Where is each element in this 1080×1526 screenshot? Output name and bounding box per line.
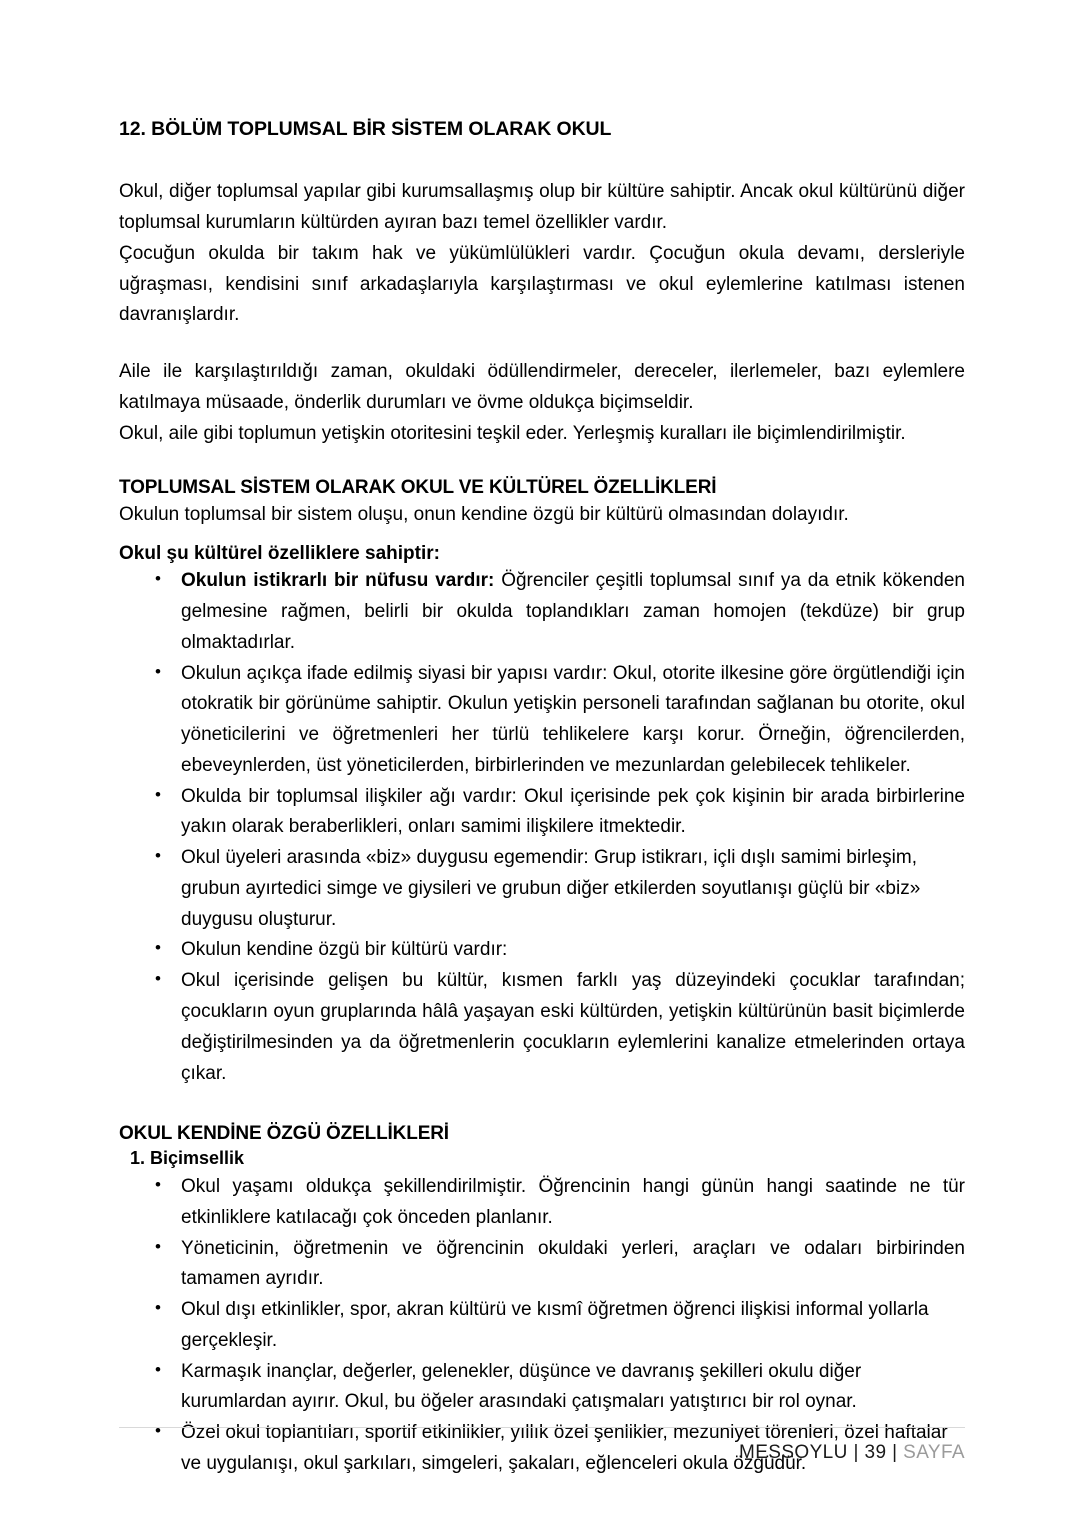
- list-item: [119, 935, 965, 966]
- list-item-text: Öğrenciler çeşitli toplumsal sınıf ya da etnik kökenden gelmesine rağmen, belirli bir okulda toplandıkları zaman homojen (tekdüze) bir grup olmaktadırlar.: [181, 570, 965, 653]
- list-item-text: Yöneticinin, öğretmenin ve öğrencinin okuldaki yerleri, araçları ve odaları birbirinden tamamen ayrıdır.: [181, 1237, 965, 1290]
- spacer: [119, 531, 965, 542]
- intro-paragraph-2: Çocuğun okulda bir takım hak ve yükümlülükleri vardır. Çocuğun okula devamı, dersleriyle uğraşması, kendisini sınıf arkadaşlarıyla karşılaştırması ve okul eylemlerine katılması istenen davranışlardır.: [119, 242, 965, 326]
- list-item: [119, 566, 965, 658]
- numbered-item-bicimsellik: 1. Biçimsellik: [130, 1147, 245, 1168]
- section-one-lead: Okulun toplumsal bir sistem oluşu, onun kendine özgü bir kültürü olmasından dolayıdır.: [119, 503, 849, 525]
- section-heading-toplumsal-sistem: TOPLUMSAL SİSTEM OLARAK OKUL VE KÜLTÜREL ÖZELLİKLERİ: [119, 476, 717, 498]
- page-content: [119, 118, 965, 1480]
- footer-text: [119, 1442, 965, 1464]
- list-item: [119, 1295, 965, 1357]
- sub-heading-kulturel-ozellikler: Okul şu kültürel özelliklere sahiptir:: [119, 542, 440, 564]
- list-item: [119, 1357, 965, 1419]
- section-heading-kendine-ozgu: OKUL KENDİNE ÖZGÜ ÖZELLİKLERİ: [119, 1123, 449, 1145]
- spacer: [119, 331, 965, 357]
- intro-paragraph-3: Aile ile karşılaştırıldığı zaman, okuldaki ödüllendirmeler, dereceler, ilerlemeler, bazı eylemlere katılmaya müsaade, önderlik durumları ve övme oldukça biçimseldir.: [119, 361, 965, 413]
- list-item-text: Özel okul toplantıları, sportif etkinlikler, yıllık özel şenlikler, mezuniyet törenleri, özel haftalar ve uygulanışı, okul şarkıları, simgeleri, şakaları, eğlenceleri okula özgüdür.: [181, 1422, 948, 1474]
- list-item-text: Okul yaşamı oldukça şekillendirilmiştir. Öğrencinin hangi günün hangi saatinde ne tür etkinliklere katılacağı çok önceden planlanır.: [181, 1176, 965, 1228]
- list-item-text: Okulun kendine özgü bir kültürü vardır:: [181, 939, 508, 961]
- list-item: [119, 659, 965, 782]
- list-item: [119, 1234, 965, 1296]
- page-footer: [119, 1427, 965, 1464]
- list-item: [119, 966, 965, 1089]
- list-item-text: Okul üyeleri arasında «biz» duygusu egemendir: Grup istikrarı, içli dışlı samimi birleşim, grubun ayırtedici simge ve giysileri ve grubun diğer etkilerden soyutlanışı güçlü bir «biz» duygusu oluşturur.: [181, 847, 921, 930]
- footer-divider: [119, 1427, 965, 1428]
- list-item-text: Okul içerisinde gelişen bu kültür, kısmen farklı yaş düzeyindeki çocuklar tarafından; çocukların oyun gruplarında hâlâ yaşayan eski kültürden, yetişkin kültürünün basit biçimlerde değiştirilmesinden ya da öğretmenlerin çocukların eylemlerini kanalize etmelerinden ortaya çıkar.: [181, 970, 965, 1084]
- footer-separator-2: |: [892, 1442, 898, 1463]
- footer-page-number: 39: [864, 1442, 887, 1463]
- footer-label: SAYFA: [903, 1442, 965, 1463]
- intro-paragraph-1: Okul, diğer toplumsal yapılar gibi kurumsallaşmış olup bir kültüre sahiptir. Ancak okul kültürünü diğer toplumsal kurumların kültürden ayıran bazı temel özellikler vardır.: [119, 181, 965, 234]
- footer-separator-1: |: [853, 1442, 859, 1463]
- intro-paragraph-4: Okul, aile gibi toplumun yetişkin otoritesini teşkil eder. Yerleşmiş kuralları ile biçimlendirilmiştir.: [119, 422, 906, 444]
- list-item-text: Okul dışı etkinlikler, spor, akran kültürü ve kısmî öğretmen öğrenci ilişkisi informal yollarla gerçekleşir.: [181, 1299, 929, 1351]
- page-title: 12. BÖLÜM TOPLUMSAL BİR SİSTEM OLARAK OKUL: [119, 118, 612, 140]
- list-item: [119, 843, 965, 935]
- spacer: [119, 450, 965, 476]
- footer-brand: MESSOYLU: [738, 1442, 848, 1463]
- list-item-lead: Okulun istikrarlı bir nüfusu vardır:: [181, 570, 495, 592]
- spacer: [119, 1089, 965, 1122]
- kulturel-ozellikler-list: [119, 566, 965, 1089]
- list-item-text: Okulda bir toplumsal ilişkiler ağı vardır: Okul içerisinde pek çok kişinin bir arada birbirlerine yakın olarak beraberlikleri, onları samimi ilişkilere itmektedir.: [181, 785, 965, 838]
- list-item-text: Okulun açıkça ifade edilmiş siyasi bir yapısı vardır: Okul, otorite ilkesine göre örgütlendiği için otokratik bir görünüme sahiptir. Okulun yetişkin personeli tarafından sağlanan bu otorite, okul yöneticilerini ve öğretmenleri her türlü tehlikelere karşı korur. Örneğin, öğrencilerden, ebeveynlerden, üst yöneticilerden, birbirlerinden ve mezunlardan gelebilecek tehlikeler.: [181, 662, 965, 776]
- list-item: [119, 782, 965, 844]
- list-item-text: Karmaşık inançlar, değerler, gelenekler, düşünce ve davranış şekilleri okulu diğer kurumlardan ayırır. Okul, bu öğeler arasındaki çatışmaları yatıştırıcı bir rol oynar.: [181, 1360, 862, 1413]
- list-item: [119, 1172, 965, 1234]
